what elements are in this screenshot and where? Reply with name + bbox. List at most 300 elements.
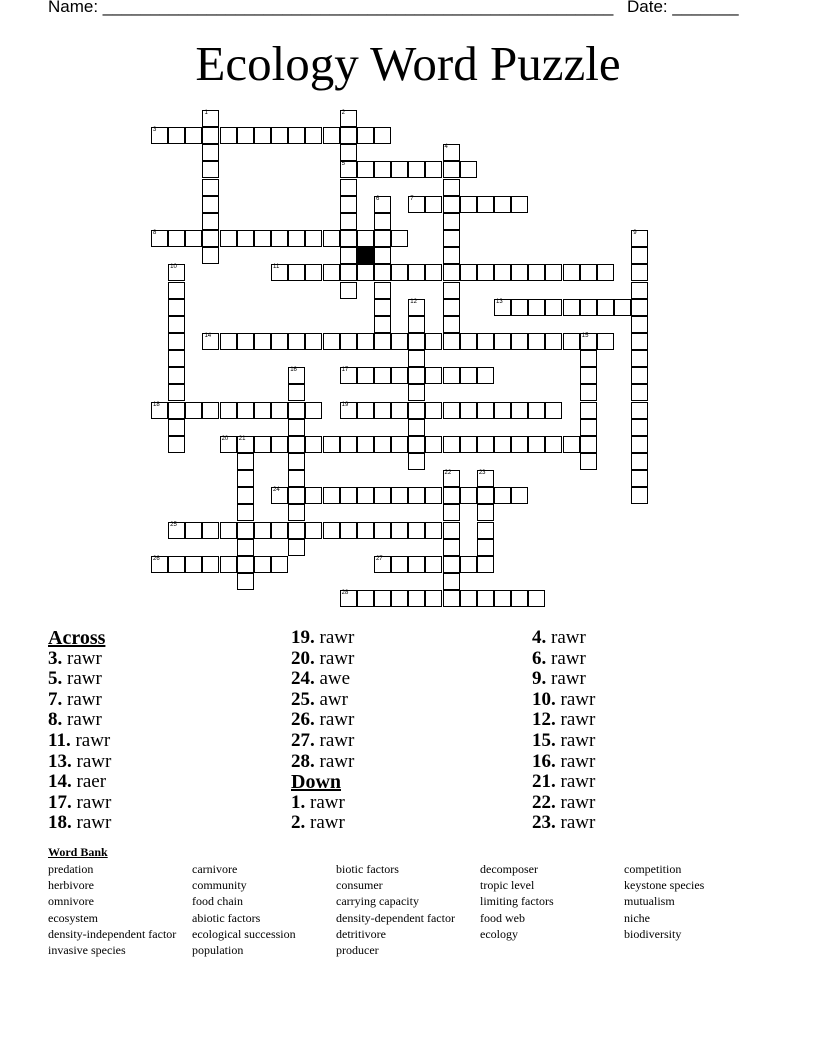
crossword-cell[interactable] <box>528 436 545 453</box>
crossword-cell[interactable] <box>374 590 391 607</box>
crossword-cell[interactable] <box>202 556 219 573</box>
crossword-cell[interactable] <box>477 367 494 384</box>
crossword-cell[interactable] <box>580 350 597 367</box>
crossword-cell[interactable] <box>168 522 185 539</box>
crossword-cell[interactable] <box>391 436 408 453</box>
crossword-cell[interactable] <box>631 436 648 453</box>
crossword-cell[interactable] <box>443 487 460 504</box>
crossword-cell[interactable] <box>477 264 494 281</box>
crossword-cell[interactable] <box>408 522 425 539</box>
crossword-cell[interactable] <box>357 590 374 607</box>
crossword-cell[interactable] <box>545 333 562 350</box>
crossword-cell[interactable] <box>271 556 288 573</box>
crossword-cell[interactable] <box>168 127 185 144</box>
crossword-cell[interactable] <box>425 333 442 350</box>
crossword-cell[interactable] <box>545 264 562 281</box>
crossword-cell[interactable] <box>220 436 237 453</box>
crossword-cell[interactable] <box>374 264 391 281</box>
crossword-cell[interactable] <box>408 453 425 470</box>
crossword-cell[interactable] <box>408 333 425 350</box>
crossword-cell[interactable] <box>323 264 340 281</box>
crossword-cell[interactable] <box>443 333 460 350</box>
crossword-cell[interactable] <box>374 367 391 384</box>
crossword-cell[interactable] <box>443 144 460 161</box>
crossword-cell[interactable] <box>168 299 185 316</box>
crossword-cell[interactable] <box>425 402 442 419</box>
crossword-cell[interactable] <box>374 333 391 350</box>
crossword-cell[interactable] <box>288 127 305 144</box>
crossword-cell[interactable] <box>443 504 460 521</box>
crossword-cell[interactable] <box>443 179 460 196</box>
crossword-cell[interactable] <box>202 333 219 350</box>
crossword-cell[interactable] <box>494 590 511 607</box>
crossword-cell[interactable] <box>477 504 494 521</box>
crossword-cell[interactable] <box>168 367 185 384</box>
crossword-cell[interactable] <box>220 127 237 144</box>
crossword-cell[interactable] <box>237 487 254 504</box>
crossword-cell[interactable] <box>443 470 460 487</box>
crossword-cell[interactable] <box>425 161 442 178</box>
crossword-cell[interactable] <box>237 556 254 573</box>
crossword-cell[interactable] <box>168 316 185 333</box>
crossword-cell[interactable] <box>168 556 185 573</box>
crossword-cell[interactable] <box>340 144 357 161</box>
crossword-cell[interactable] <box>202 230 219 247</box>
crossword-cell[interactable] <box>340 127 357 144</box>
crossword-cell[interactable] <box>237 573 254 590</box>
crossword-cell[interactable] <box>254 230 271 247</box>
crossword-cell[interactable] <box>202 179 219 196</box>
crossword-cell[interactable] <box>168 264 185 281</box>
crossword-cell[interactable] <box>288 487 305 504</box>
crossword-cell[interactable] <box>202 213 219 230</box>
crossword-cell[interactable] <box>425 264 442 281</box>
clue-number: 26 <box>153 555 160 562</box>
crossword-cell[interactable] <box>288 453 305 470</box>
crossword-cell[interactable] <box>528 402 545 419</box>
crossword-cell[interactable] <box>220 230 237 247</box>
crossword-cell[interactable] <box>357 402 374 419</box>
crossword-cell[interactable] <box>408 402 425 419</box>
crossword-cell[interactable] <box>340 436 357 453</box>
crossword-cell[interactable] <box>202 127 219 144</box>
crossword-cell[interactable] <box>631 264 648 281</box>
crossword-cell[interactable] <box>460 556 477 573</box>
crossword-cell[interactable] <box>374 402 391 419</box>
crossword-cell[interactable] <box>323 522 340 539</box>
crossword-cell[interactable] <box>408 556 425 573</box>
crossword-cell[interactable] <box>408 436 425 453</box>
crossword-cell[interactable] <box>340 161 357 178</box>
crossword-cell[interactable] <box>271 333 288 350</box>
crossword-cell[interactable] <box>374 230 391 247</box>
crossword-cell[interactable] <box>597 333 614 350</box>
crossword-cell[interactable] <box>511 333 528 350</box>
crossword-cell[interactable] <box>151 556 168 573</box>
crossword-cell[interactable] <box>597 299 614 316</box>
crossword-cell[interactable] <box>528 299 545 316</box>
crossword-cell[interactable] <box>151 230 168 247</box>
crossword-cell[interactable] <box>254 436 271 453</box>
crossword-cell[interactable] <box>271 487 288 504</box>
crossword-cell[interactable] <box>340 196 357 213</box>
crossword-cell[interactable] <box>305 487 322 504</box>
crossword-cell[interactable] <box>425 590 442 607</box>
crossword-cell[interactable] <box>563 264 580 281</box>
crossword-cell[interactable] <box>631 247 648 264</box>
crossword-cell[interactable] <box>580 436 597 453</box>
crossword-cell[interactable] <box>580 367 597 384</box>
crossword-cell[interactable] <box>340 247 357 264</box>
crossword-cell[interactable] <box>391 402 408 419</box>
crossword-cell[interactable] <box>631 282 648 299</box>
crossword-cell[interactable] <box>220 402 237 419</box>
crossword-cell[interactable] <box>374 556 391 573</box>
crossword-cell[interactable] <box>511 436 528 453</box>
crossword-cell[interactable] <box>357 487 374 504</box>
crossword-cell[interactable] <box>357 333 374 350</box>
crossword-cell[interactable] <box>528 333 545 350</box>
crossword-cell[interactable] <box>357 161 374 178</box>
crossword-cell[interactable] <box>408 367 425 384</box>
crossword-cell[interactable] <box>288 333 305 350</box>
crossword-cell[interactable] <box>408 350 425 367</box>
crossword-cell[interactable] <box>545 436 562 453</box>
crossword-cell[interactable] <box>580 384 597 401</box>
crossword-cell[interactable] <box>305 522 322 539</box>
crossword-cell[interactable] <box>391 556 408 573</box>
crossword-cell[interactable] <box>305 333 322 350</box>
crossword-cell[interactable] <box>305 127 322 144</box>
crossword-cell[interactable] <box>443 247 460 264</box>
crossword-cell[interactable] <box>254 333 271 350</box>
crossword-cell[interactable] <box>305 230 322 247</box>
crossword-cell[interactable] <box>511 264 528 281</box>
crossword-cell[interactable] <box>374 161 391 178</box>
crossword-cell[interactable] <box>340 522 357 539</box>
crossword-cell[interactable] <box>288 504 305 521</box>
crossword-cell[interactable] <box>580 453 597 470</box>
crossword-cell[interactable] <box>374 196 391 213</box>
crossword-cell[interactable] <box>237 470 254 487</box>
crossword-cell[interactable] <box>271 436 288 453</box>
crossword-cell[interactable] <box>288 539 305 556</box>
crossword-cell[interactable] <box>408 487 425 504</box>
crossword-cell[interactable] <box>443 230 460 247</box>
crossword-cell[interactable] <box>443 556 460 573</box>
crossword-cell[interactable] <box>631 350 648 367</box>
crossword-cell[interactable] <box>391 487 408 504</box>
crossword-cell[interactable] <box>323 230 340 247</box>
crossword-cell[interactable] <box>580 419 597 436</box>
crossword-cell[interactable] <box>237 436 254 453</box>
crossword-cell[interactable] <box>202 196 219 213</box>
crossword-cell[interactable] <box>460 264 477 281</box>
crossword-cell[interactable] <box>425 196 442 213</box>
crossword-cell[interactable] <box>477 487 494 504</box>
crossword-cell[interactable] <box>288 264 305 281</box>
crossword-cell[interactable] <box>202 522 219 539</box>
crossword-cell[interactable] <box>202 247 219 264</box>
crossword-cell[interactable] <box>185 522 202 539</box>
crossword-cell[interactable] <box>357 230 374 247</box>
crossword-cell[interactable] <box>443 282 460 299</box>
crossword-cell[interactable] <box>374 522 391 539</box>
crossword-cell[interactable] <box>340 402 357 419</box>
crossword-cell[interactable] <box>477 402 494 419</box>
crossword-cell[interactable] <box>580 299 597 316</box>
crossword-cell[interactable] <box>254 402 271 419</box>
crossword-cell[interactable] <box>477 522 494 539</box>
crossword-cell[interactable] <box>374 487 391 504</box>
crossword-cell[interactable] <box>460 487 477 504</box>
crossword-cell[interactable] <box>374 299 391 316</box>
crossword-cell[interactable] <box>340 333 357 350</box>
crossword-cell[interactable] <box>460 333 477 350</box>
crossword-cell[interactable] <box>288 384 305 401</box>
crossword-cell[interactable] <box>271 264 288 281</box>
crossword-cell[interactable] <box>631 367 648 384</box>
crossword-cell[interactable] <box>323 436 340 453</box>
crossword-cell[interactable] <box>220 333 237 350</box>
crossword-cell[interactable] <box>528 264 545 281</box>
crossword-cell[interactable] <box>408 590 425 607</box>
crossword-cell[interactable] <box>185 230 202 247</box>
crossword-cell[interactable] <box>443 316 460 333</box>
crossword-cell[interactable] <box>443 436 460 453</box>
crossword-cell[interactable] <box>168 230 185 247</box>
crossword-cell[interactable] <box>408 384 425 401</box>
crossword-cell[interactable] <box>305 264 322 281</box>
crossword-cell[interactable] <box>254 127 271 144</box>
crossword-cell[interactable] <box>202 144 219 161</box>
crossword-cell[interactable] <box>237 230 254 247</box>
crossword-cell[interactable] <box>443 573 460 590</box>
crossword-cell[interactable] <box>425 487 442 504</box>
crossword-cell[interactable] <box>563 299 580 316</box>
crossword-cell[interactable] <box>168 282 185 299</box>
crossword-cell[interactable] <box>288 367 305 384</box>
crossword-cell[interactable] <box>237 402 254 419</box>
crossword-cell[interactable] <box>511 402 528 419</box>
crossword-cell[interactable] <box>511 487 528 504</box>
crossword-cell[interactable] <box>271 522 288 539</box>
crossword-cell[interactable] <box>237 539 254 556</box>
crossword-cell[interactable] <box>563 436 580 453</box>
crossword-cell[interactable] <box>408 264 425 281</box>
crossword-cell[interactable] <box>597 264 614 281</box>
crossword-cell[interactable] <box>151 127 168 144</box>
crossword-cell[interactable] <box>494 402 511 419</box>
crossword-cell[interactable] <box>374 127 391 144</box>
crossword-cell[interactable] <box>374 282 391 299</box>
crossword-cell[interactable] <box>305 436 322 453</box>
crossword-cell[interactable] <box>168 419 185 436</box>
date-field[interactable]: Date: _______ <box>627 0 739 16</box>
crossword-cell[interactable] <box>425 436 442 453</box>
crossword-cell[interactable] <box>340 110 357 127</box>
crossword-cell[interactable] <box>545 299 562 316</box>
crossword-cell[interactable] <box>374 247 391 264</box>
crossword-cell[interactable] <box>477 196 494 213</box>
crossword-cell[interactable] <box>580 402 597 419</box>
crossword-cell[interactable] <box>323 333 340 350</box>
crossword-cell[interactable] <box>237 504 254 521</box>
crossword-cell[interactable] <box>340 230 357 247</box>
crossword-cell[interactable] <box>631 333 648 350</box>
crossword-cell[interactable] <box>460 436 477 453</box>
crossword-cell[interactable] <box>425 522 442 539</box>
crossword-cell[interactable] <box>460 196 477 213</box>
crossword-cell[interactable] <box>340 590 357 607</box>
crossword-cell[interactable] <box>168 402 185 419</box>
crossword-cell[interactable] <box>631 453 648 470</box>
crossword-cell[interactable] <box>168 333 185 350</box>
crossword-cell[interactable] <box>340 213 357 230</box>
crossword-cell[interactable] <box>631 419 648 436</box>
crossword-cell[interactable] <box>443 213 460 230</box>
crossword-cell[interactable] <box>477 539 494 556</box>
crossword-cell[interactable] <box>340 487 357 504</box>
crossword-cell[interactable] <box>237 453 254 470</box>
crossword-cell[interactable] <box>443 539 460 556</box>
crossword-cell[interactable] <box>202 110 219 127</box>
crossword-cell[interactable] <box>477 590 494 607</box>
crossword-cell[interactable] <box>425 556 442 573</box>
crossword-cell[interactable] <box>288 230 305 247</box>
crossword-cell[interactable] <box>374 213 391 230</box>
crossword-cell[interactable] <box>494 487 511 504</box>
crossword-cell[interactable] <box>511 590 528 607</box>
crossword-cell[interactable] <box>477 436 494 453</box>
crossword-cell[interactable] <box>391 264 408 281</box>
crossword-cell[interactable] <box>185 402 202 419</box>
crossword-cell[interactable] <box>237 127 254 144</box>
crossword-cell[interactable] <box>202 402 219 419</box>
crossword-cell[interactable] <box>237 333 254 350</box>
word-bank-term: decomposer <box>480 862 538 876</box>
crossword-cell[interactable] <box>425 367 442 384</box>
crossword-cell[interactable] <box>168 350 185 367</box>
crossword-cell[interactable] <box>443 402 460 419</box>
crossword-cell[interactable] <box>408 196 425 213</box>
crossword-cell[interactable] <box>374 316 391 333</box>
crossword-cell[interactable] <box>631 470 648 487</box>
crossword-cell[interactable] <box>357 436 374 453</box>
crossword-cell[interactable] <box>340 179 357 196</box>
name-field[interactable]: Name: ______________________________________________________ <box>48 0 614 16</box>
crossword-cell[interactable] <box>631 384 648 401</box>
crossword-cell[interactable] <box>391 522 408 539</box>
crossword-cell[interactable] <box>202 161 219 178</box>
crossword-cell[interactable] <box>220 522 237 539</box>
crossword-cell[interactable] <box>288 470 305 487</box>
crossword-cell[interactable] <box>185 556 202 573</box>
crossword-cell[interactable] <box>563 333 580 350</box>
crossword-cell[interactable] <box>220 556 237 573</box>
crossword-cell[interactable] <box>357 264 374 281</box>
crossword-cell[interactable] <box>443 367 460 384</box>
crossword-cell[interactable] <box>340 282 357 299</box>
crossword-cell[interactable] <box>340 367 357 384</box>
crossword-cell[interactable] <box>374 436 391 453</box>
crossword-cell[interactable] <box>631 402 648 419</box>
crossword-cell[interactable] <box>477 470 494 487</box>
crossword-cell[interactable] <box>254 522 271 539</box>
crossword-cell[interactable] <box>477 333 494 350</box>
crossword-cell[interactable] <box>271 127 288 144</box>
crossword-cell[interactable] <box>323 127 340 144</box>
crossword-cell[interactable] <box>151 402 168 419</box>
crossword-cell[interactable] <box>460 161 477 178</box>
crossword-cell[interactable] <box>288 436 305 453</box>
crossword-cell[interactable] <box>545 402 562 419</box>
crossword-cell[interactable] <box>443 299 460 316</box>
crossword-cell[interactable] <box>271 230 288 247</box>
crossword-cell[interactable] <box>614 299 631 316</box>
crossword-cell[interactable] <box>408 161 425 178</box>
crossword-cell[interactable] <box>443 264 460 281</box>
crossword-cell[interactable] <box>528 590 545 607</box>
crossword-cell[interactable] <box>443 522 460 539</box>
crossword-cell[interactable] <box>494 196 511 213</box>
crossword-cell[interactable] <box>168 436 185 453</box>
crossword-cell[interactable] <box>580 264 597 281</box>
crossword-cell[interactable] <box>408 299 425 316</box>
crossword-cell[interactable] <box>443 196 460 213</box>
crossword-cell[interactable] <box>477 556 494 573</box>
crossword-cell[interactable] <box>631 299 648 316</box>
crossword-cell[interactable] <box>511 299 528 316</box>
crossword-cell[interactable] <box>323 487 340 504</box>
crossword-cell[interactable] <box>357 522 374 539</box>
crossword-cell[interactable] <box>288 522 305 539</box>
crossword-cell[interactable] <box>237 522 254 539</box>
crossword-cell[interactable] <box>460 590 477 607</box>
crossword-cell[interactable] <box>580 333 597 350</box>
crossword-cell[interactable] <box>494 299 511 316</box>
crossword-cell[interactable] <box>408 316 425 333</box>
crossword-cell[interactable] <box>408 419 425 436</box>
crossword-cell[interactable] <box>305 402 322 419</box>
crossword-cell[interactable] <box>494 333 511 350</box>
crossword-cell[interactable] <box>391 161 408 178</box>
crossword-cell[interactable] <box>340 264 357 281</box>
crossword-cell[interactable] <box>168 384 185 401</box>
crossword-cell[interactable] <box>460 367 477 384</box>
crossword-cell[interactable] <box>357 127 374 144</box>
crossword-cell[interactable] <box>631 487 648 504</box>
crossword-cell[interactable] <box>391 367 408 384</box>
crossword-cell[interactable] <box>288 419 305 436</box>
crossword-cell[interactable] <box>631 230 648 247</box>
crossword-cell[interactable] <box>443 590 460 607</box>
crossword-cell[interactable] <box>391 333 408 350</box>
crossword-cell[interactable] <box>288 402 305 419</box>
crossword-cell[interactable] <box>391 590 408 607</box>
crossword-cell[interactable] <box>494 264 511 281</box>
crossword-cell[interactable] <box>443 161 460 178</box>
crossword-cell[interactable] <box>460 402 477 419</box>
crossword-cell[interactable] <box>185 127 202 144</box>
crossword-cell[interactable] <box>511 196 528 213</box>
crossword-cell[interactable] <box>357 367 374 384</box>
crossword-cell[interactable] <box>271 402 288 419</box>
crossword-cell[interactable] <box>494 436 511 453</box>
crossword-cell[interactable] <box>391 230 408 247</box>
crossword-cell[interactable] <box>631 316 648 333</box>
crossword-cell[interactable] <box>254 556 271 573</box>
